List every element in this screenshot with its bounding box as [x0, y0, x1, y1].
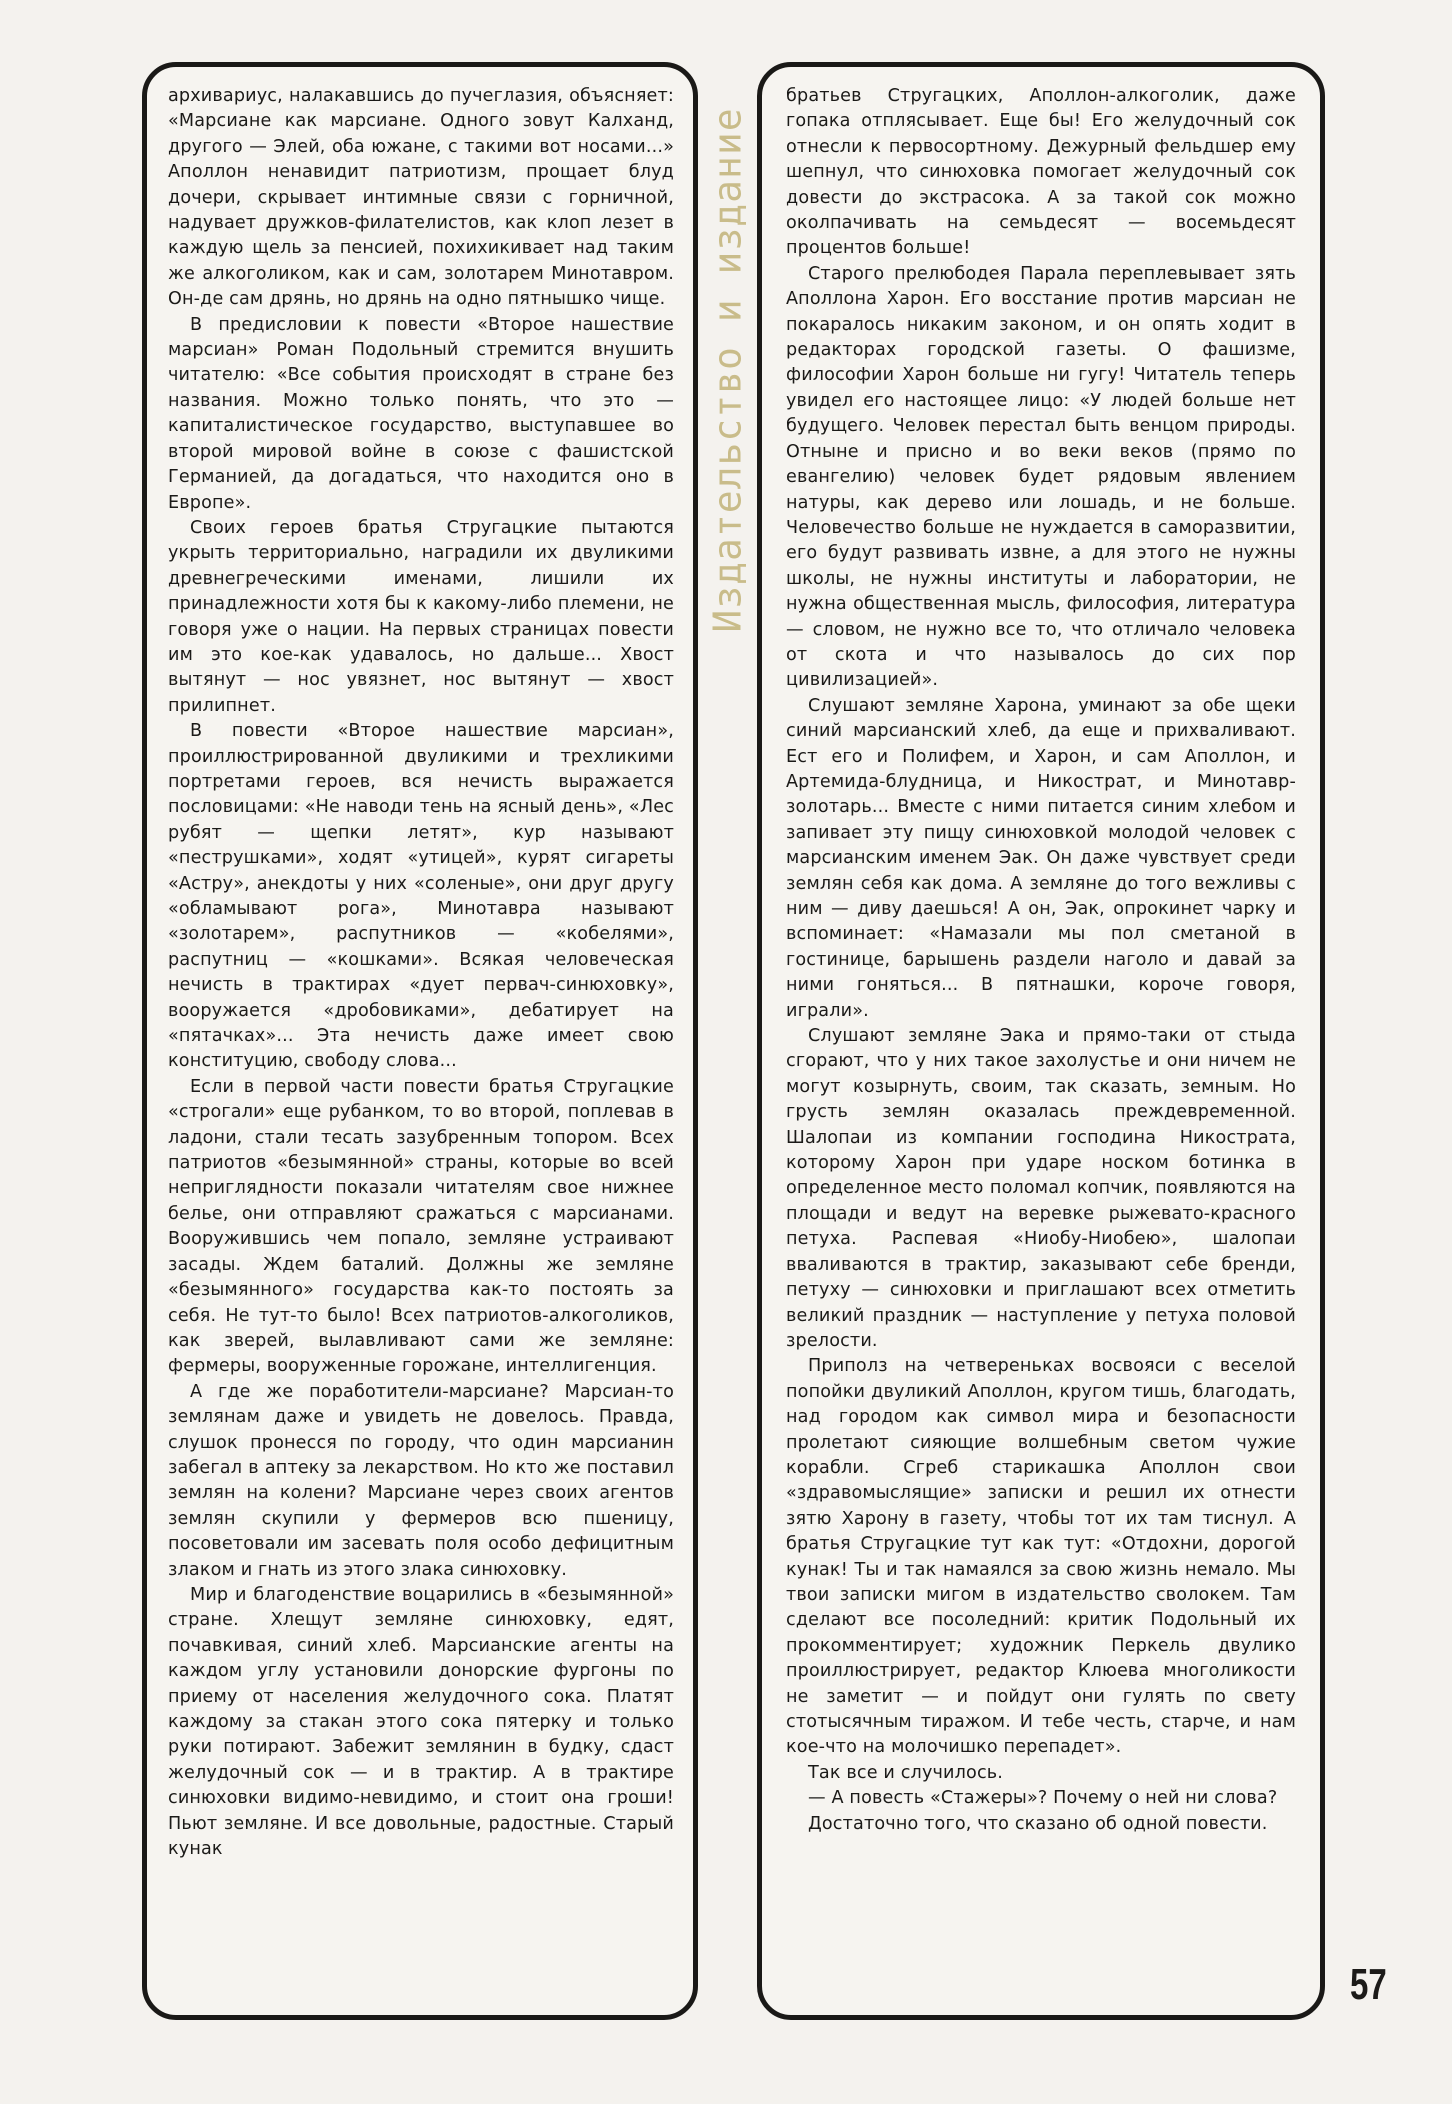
paragraph: Мир и благоденствие воцарились в «безымянной» стране. Хлещут земляне синюховку, едят, почавкивая, синий хлеб. Марсианские агенты на каждом углу установили донорские фургоны по приему от населения желудочного сока. Платят каждому за стакан этого сока пятерку и только руки потирают. Забежит землянин в будку, сдаст желудочный сок — и в трактир. А в трактире синюховки видимо-невидимо, и стоит она гроши! Пьют земляне. И все довольные, радостные. Старый кунак: [168, 1584, 674, 1860]
paragraph: Своих героев братья Стругацкие пытаются укрыть территориально, наградили их двуликими древнегреческими именами, лишили их принадлежности хотя бы к какому-либо племени, не говоря уже о нации. На первых страницах повести им это кое-как удавалось, но дальше... Хвост вытянут — нос увязнет, нос вытянут — хвост прилипнет.: [168, 517, 674, 716]
paragraph: В повести «Второе нашествие марсиан», проиллюстрированной двуликими и трехликими портретами героев, вся нечисть выражается пословицами: «Не наводи тень на ясный день», «Лес рубят — щепки летят», кур называют «пеструшками», ходят «утицей», курят сигареты «Астру», анекдоты у них «соленые», они друг другу «обламывают рога», Минотавра называют «золотарем», распутников — «кобелями», распутниц — «кошками». Всякая человеческая нечисть в трактирах «дует первач-синюховку», вооружается «дробовиками», дебатирует на «пятачках»... Эта нечисть даже имеет свою конституцию, свободу слова...: [168, 721, 674, 1072]
paragraph: Слушают земляне Харона, уминают за обе щеки синий марсианский хлеб, да еще и прихваливают. Ест его и Полифем, и Харон, и сам Аполлон, и Артемида-блудница, и Никострат, и Минотавр-золотарь... Вместе с ними питается синим хлебом и запивает эту пищу синюховкой молодой человек с марсианским именем Эак. Он даже чувствует среди землян себя как дома. А земляне до того вежливы с ним — диву даешься! А он, Эак, опрокинет чарку и вспоминает: «Намазали мы пол сметаной в гостинице, барышень раздели наголо и давай за ними гоняться... В пятнашки, короче говоря, играли».: [786, 695, 1296, 1021]
paragraph: Достаточно того, что сказано об одной повести.: [808, 1813, 1268, 1834]
right-column: [786, 84, 1296, 1837]
paragraph: братьев Стругацких, Аполлон-алкоголик, даже гопака отплясывает. Еще бы! Его желудочный сок отнесли к первосортному. Дежурный фельдшер ему шепнул, что синюховка помогает желудочный сок довести до экстрасока. А за такой сок можно околпачивать на семьдесят — восемьдесят процентов больше!: [786, 86, 1296, 259]
paragraph: — А повесть «Стажеры»? Почему о ней ни слова?: [808, 1788, 1278, 1809]
paragraph: Старого прелюбодея Парала переплевывает зять Аполлона Харон. Его восстание против марсиан не покаралось никаким законом, и он опять ходит в редакторах городской газеты. О фашизме, философии Харон больше ни гугу! Читатель теперь увидел его настоящее лицо: «У людей больше нет будущего. Человек перестал быть венцом природы. Отныне и присно и во веки веков (прямо по евангелию) человек будет рядовым явлением натуры, как дерево или лошадь, и не больше. Человечество больше не нуждается в саморазвитии, его будут развивать извне, а для этого не нужны школы, не нужны институты и лаборатории, не нужна общественная мысль, философия, литература — словом, не нужно все то, что отличало человека от скота и что называлось до сих пор цивилизацией».: [786, 263, 1296, 691]
page-number: 57: [1350, 1960, 1387, 2009]
paragraph: А где же поработители-марсиане? Марсиан-то землянам даже и увидеть не довелось. Правда, слушок пронесся по городу, что один марсианин забегал в аптеку за лекарством. Но кто же поставил землян на колени? Марсиане через своих агентов землян скупили у фермеров всю пшеницу, посоветовали им засевать поля особо дефицитным злаком и гнать из этого злака синюховку.: [168, 1381, 674, 1580]
left-column: [168, 84, 674, 1862]
paragraph: Приполз на четвереньках восвояси с веселой попойки двуликий Аполлон, кругом тишь, благодать, над городом как символ мира и безопасности пролетают сияющие волшебным светом чужие корабли. Сгреб старикашка Аполлон свои «здравомыслящие» записки и решил их отнести зятю Харону в газету, чтобы тот их там тиснул. А братья Стругацкие тут как тут: «Отдохни, дорогой кунак! Ты и так намаялся за свою жизнь немало. Мы твои записки мигом в издательство сволокем. Там сделают все посоледний: критик Подольный их прокомментирует; художник Перкель двулико проиллюстрирует, редактор Клюева многоликости не заметит — и пойдут они гулять по свету стотысячным тиражом. И тебе честь, старче, и нам кое-что на молочишко перепадет».: [786, 1356, 1296, 1758]
section-rubric: [700, 60, 756, 680]
paragraph: архивариус, налакавшись до пучеглазия, объясняет: «Марсиане как марсиане. Одного зовут Калханд, другого — Элей, оба южане, с такими вот носами...» Аполлон ненавидит патриотизм, прощает блуд дочери, скрывает интимные связи с горничной, надувает дружков-филателистов, как клоп лезет в каждую щель за пенсией, похихикивает над таким же алкоголиком, как и сам, золотарем Минотавром. Он-де сам дрянь, но дрянь на одно пятнышко чище.: [168, 86, 674, 310]
paragraph: Так все и случилось.: [808, 1762, 1004, 1783]
paragraph: Если в первой части повести братья Стругацкие «строгали» еще рубанком, то во второй, поплевав в ладони, стали тесать зазубренным топором. Всех патриотов «безымянной» страны, которые во всей неприглядности показали читателям свое нижнее белье, они отправляют сражаться с марсианами. Вооружившись чем попало, земляне устраивают засады. Ждем баталий. Должны же земляне «безымянного» государства как-то постоять за себя. Не тут-то было! Всех патриотов-алкоголиков, как зверей, вылавливают сами же земляне: фермеры, вооруженные горожане, интеллигенция.: [168, 1076, 674, 1377]
paragraph: Слушают земляне Эака и прямо-таки от стыда сгорают, что у них такое захолустье и они ничем не могут козырнуть, своим, так сказать, земным. Но грусть землян оказалась преждевременной. Шалопаи из компании господина Никострата, которому Харон при ударе носком ботинка в определенное место поломал копчик, появляются на площади и ведут на веревке рыжевато-красного петуха. Распевая «Ниобу-Ниобею», шалопаи вваливаются в трактир, заказывают себе бренди, петуху — синюховки и приглашают всех отметить великий праздник — наступление у петуха половой зрелости.: [786, 1026, 1296, 1351]
paragraph: В предисловии к повести «Второе нашествие марсиан» Роман Подольный стремится внушить читателю: «Все события происходят в стране без названия. Можно только понять, что это — капиталистическое государство, выступавшее во второй мировой войне в союзе с фашистской Германией, да догадаться, что находится оно в Европе».: [168, 314, 674, 513]
section-rubric-text: Издательство и издание: [706, 107, 751, 633]
